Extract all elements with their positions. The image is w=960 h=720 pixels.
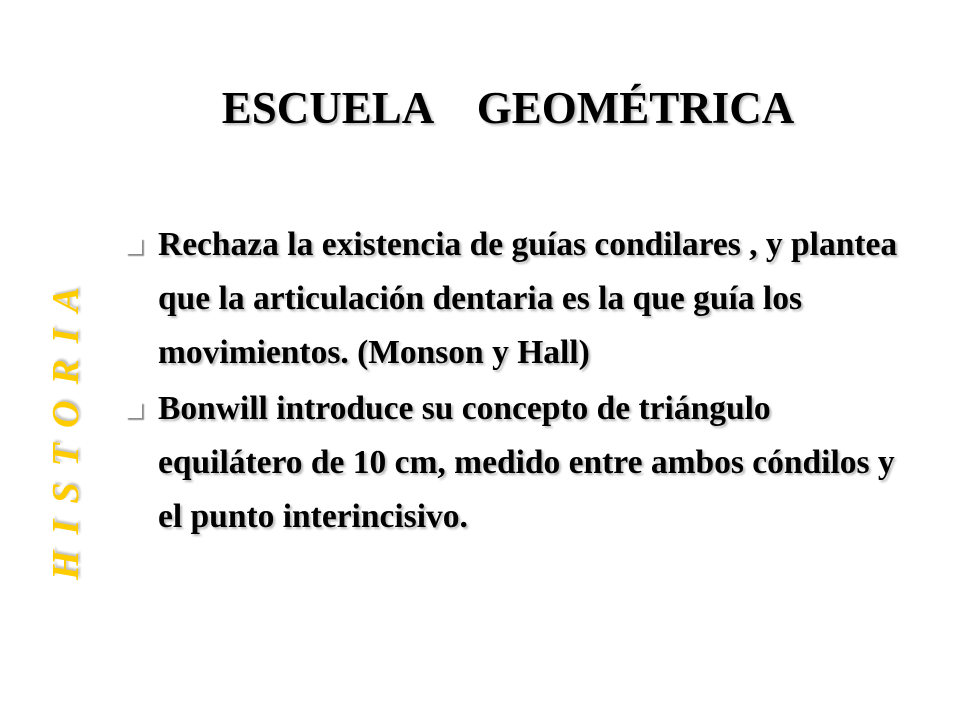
side-label: HISTORIA <box>45 271 87 580</box>
slide-title: ESCUELA GEOMÉTRICA <box>221 83 795 133</box>
square-bullet-icon <box>126 238 142 254</box>
bullet-text: Rechaza la existencia de guías condilares , y plantea que la articulación dentaria es la que guía los movimientos. (Monson y Hall) <box>158 226 898 371</box>
bullet-item <box>126 382 916 544</box>
bullet-list <box>126 218 916 546</box>
square-bullet-icon <box>126 402 142 418</box>
bullet-text: Bonwill introduce su concepto de triángulo equilátero de 10 cm, medido entre ambos cóndilos y el punto interincisivo. <box>158 390 895 535</box>
bullet-item <box>126 218 916 380</box>
